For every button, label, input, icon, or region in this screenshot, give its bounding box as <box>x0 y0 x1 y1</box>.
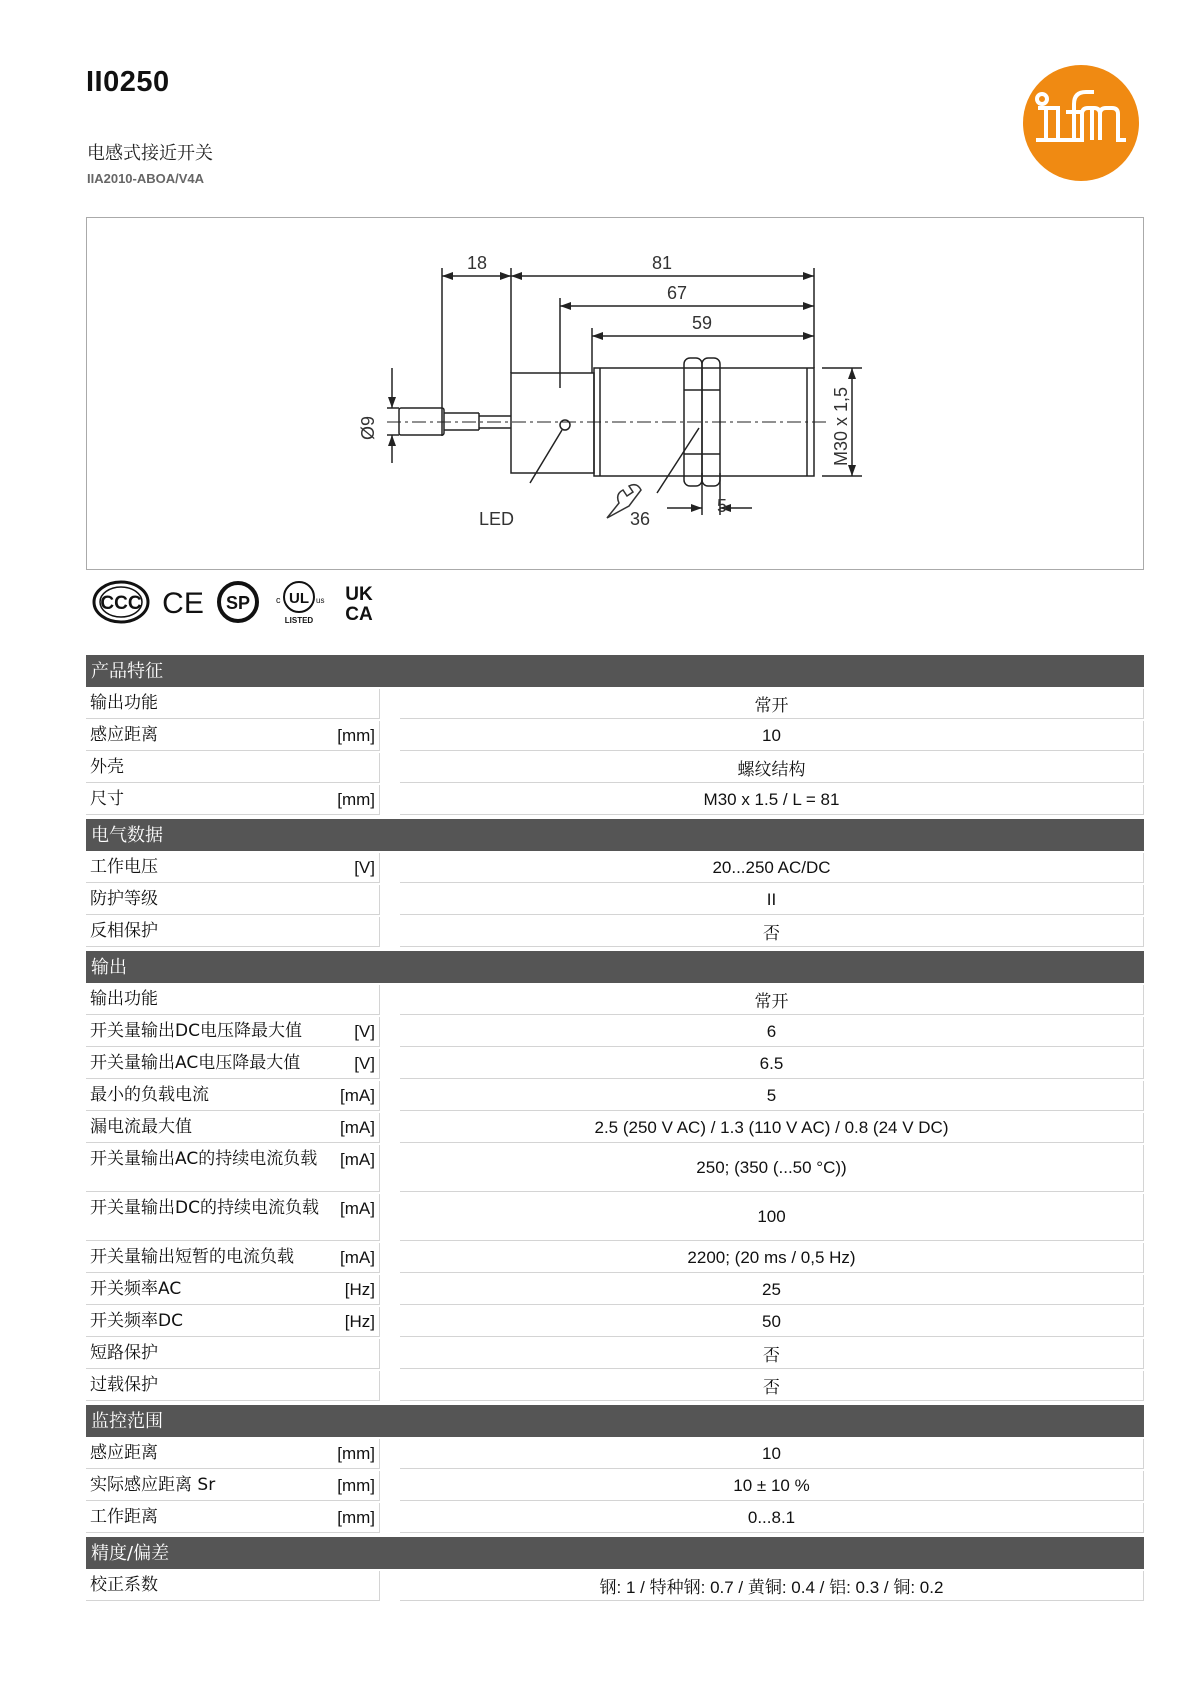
spec-unit: [mm] <box>337 1444 375 1463</box>
spec-unit: [Hz] <box>344 1280 375 1299</box>
ul-listed-mark-icon <box>270 578 328 626</box>
section-header: 输出 <box>86 951 1144 983</box>
spec-row <box>86 753 1144 783</box>
svg-text:UK: UK <box>345 584 373 605</box>
spec-row <box>86 885 1144 915</box>
product-code: II0250 <box>86 66 170 98</box>
spec-unit: [mm] <box>337 1508 375 1527</box>
spec-label: 开关量输出AC电压降最大值 <box>90 1053 301 1073</box>
spec-value: 10 <box>400 721 1144 751</box>
spec-row <box>86 689 1144 719</box>
spec-unit: [mm] <box>337 1476 375 1495</box>
spec-unit: [Hz] <box>344 1312 375 1331</box>
spec-value: 50 <box>400 1307 1144 1337</box>
spec-label: 校正系数 <box>90 1575 158 1595</box>
spec-label-cell <box>86 689 380 719</box>
section-header: 精度/偏差 <box>86 1537 1144 1569</box>
spec-row <box>86 1307 1144 1337</box>
spec-unit: [mA] <box>340 1199 375 1218</box>
section-header: 监控范围 <box>86 1405 1144 1437</box>
spec-value: 常开 <box>400 689 1144 719</box>
spec-label: 漏电流最大值 <box>90 1117 192 1137</box>
svg-text:c: c <box>276 595 281 605</box>
svg-text:CCC: CCC <box>100 593 142 614</box>
ifm-logo-icon <box>1022 64 1140 182</box>
spec-value: 2.5 (250 V AC) / 1.3 (110 V AC) / 0.8 (24 V DC) <box>400 1113 1144 1143</box>
spec-value: 2200; (20 ms / 0,5 Hz) <box>400 1243 1144 1273</box>
ccc-mark-icon <box>92 580 150 624</box>
spec-value: 10 ± 10 % <box>400 1471 1144 1501</box>
svg-text:us: us <box>316 596 325 605</box>
spec-unit: [mm] <box>337 726 375 745</box>
spec-label-cell <box>86 1113 380 1143</box>
dim-wrench-label: 36 <box>630 509 651 529</box>
spec-label: 感应距离 <box>90 725 158 745</box>
dim-diameter-label: Ø9 <box>358 415 378 440</box>
svg-text:LISTED: LISTED <box>284 616 314 625</box>
spec-label-cell <box>86 853 380 883</box>
spec-label: 外壳 <box>90 757 124 777</box>
spec-label-cell <box>86 1571 380 1601</box>
spec-unit: [mA] <box>340 1118 375 1137</box>
spec-unit: [mA] <box>340 1248 375 1267</box>
spec-row <box>86 1371 1144 1401</box>
spec-row <box>86 1113 1144 1143</box>
certification-marks <box>92 578 380 626</box>
spec-value: 螺纹结构 <box>400 753 1144 783</box>
spec-value: M30 x 1.5 / L = 81 <box>400 785 1144 815</box>
dim-18-label: 18 <box>467 253 488 273</box>
dim-67-label: 67 <box>667 283 688 303</box>
spec-label-cell <box>86 1503 380 1533</box>
spec-unit: [V] <box>354 1022 375 1041</box>
dimension-drawing <box>86 217 1144 570</box>
spec-label: 开关量输出AC的持续电流负载 <box>90 1149 318 1169</box>
spec-label-cell <box>86 985 380 1015</box>
spec-value: 6 <box>400 1017 1144 1047</box>
svg-text:CE: CE <box>162 587 204 620</box>
spec-label-cell <box>86 1243 380 1273</box>
spec-unit: [mm] <box>337 790 375 809</box>
spec-value: 10 <box>400 1439 1144 1469</box>
ce-mark-icon <box>160 580 206 624</box>
dim-81-label: 81 <box>652 253 673 273</box>
spec-label: 开关频率AC <box>90 1279 182 1299</box>
spec-label: 过载保护 <box>90 1375 158 1395</box>
spec-value: 20...250 AC/DC <box>400 853 1144 883</box>
spec-row <box>86 1194 1144 1241</box>
spec-label-cell <box>86 885 380 915</box>
spec-row <box>86 1503 1144 1533</box>
spec-label: 反相保护 <box>90 921 158 941</box>
spec-value: 25 <box>400 1275 1144 1305</box>
spec-label: 感应距离 <box>90 1443 158 1463</box>
spec-label: 工作电压 <box>90 857 158 877</box>
spec-row <box>86 1017 1144 1047</box>
spec-label: 尺寸 <box>90 789 124 809</box>
spec-value: 钢: 1 / 特种钢: 0.7 / 黄铜: 0.4 / 铝: 0.3 / 铜: 0.2 <box>400 1571 1144 1601</box>
spec-label: 开关量输出DC的持续电流负载 <box>90 1198 319 1218</box>
spec-label-cell <box>86 1471 380 1501</box>
model-number: IIA2010-ABOA/V4A <box>87 171 205 186</box>
spec-label: 开关量输出短暂的电流负载 <box>90 1247 294 1267</box>
spec-unit: [mA] <box>340 1086 375 1105</box>
spec-value: 0...8.1 <box>400 1503 1144 1533</box>
dim-59-label: 59 <box>692 313 713 333</box>
spec-label-cell <box>86 1307 380 1337</box>
spec-value: 5 <box>400 1081 1144 1111</box>
spec-label-cell <box>86 785 380 815</box>
spec-value: 常开 <box>400 985 1144 1015</box>
spec-label: 最小的负载电流 <box>90 1085 209 1105</box>
section-header: 产品特征 <box>86 655 1144 687</box>
spec-label: 开关量输出DC电压降最大值 <box>90 1021 302 1041</box>
spec-label-cell <box>86 1194 380 1241</box>
spec-table <box>86 655 1144 1601</box>
spec-row <box>86 1275 1144 1305</box>
svg-text:UL: UL <box>289 590 309 607</box>
section-header: 电气数据 <box>86 819 1144 851</box>
spec-label-cell <box>86 721 380 751</box>
spec-label: 输出功能 <box>90 989 158 1009</box>
svg-text:SP: SP <box>225 593 251 613</box>
spec-row <box>86 917 1144 947</box>
spec-unit: [V] <box>354 858 375 877</box>
spec-label-cell <box>86 1275 380 1305</box>
spec-value: 否 <box>400 1339 1144 1369</box>
spec-label-cell <box>86 1145 380 1192</box>
spec-value: 6.5 <box>400 1049 1144 1079</box>
csa-mark-icon <box>216 580 260 624</box>
spec-label: 输出功能 <box>90 693 158 713</box>
spec-row <box>86 1339 1144 1369</box>
spec-value: 250; (350 (...50 °C)) <box>400 1145 1144 1192</box>
spec-row <box>86 1571 1144 1601</box>
spec-label-cell <box>86 1371 380 1401</box>
spec-label: 工作距离 <box>90 1507 158 1527</box>
led-label: LED <box>479 509 515 529</box>
spec-label-cell <box>86 1081 380 1111</box>
spec-row <box>86 1439 1144 1469</box>
spec-label: 实际感应距离 Sr <box>90 1475 216 1495</box>
spec-row <box>86 785 1144 815</box>
spec-label-cell <box>86 1439 380 1469</box>
spec-value: II <box>400 885 1144 915</box>
spec-label-cell <box>86 1049 380 1079</box>
spec-label: 防护等级 <box>90 889 158 909</box>
spec-value: 否 <box>400 1371 1144 1401</box>
svg-text:CA: CA <box>345 604 373 624</box>
ukca-mark-icon <box>338 580 380 624</box>
spec-row <box>86 1471 1144 1501</box>
spec-row <box>86 721 1144 751</box>
spec-label-cell <box>86 917 380 947</box>
spec-row <box>86 985 1144 1015</box>
spec-label-cell <box>86 1339 380 1369</box>
spec-unit: [mA] <box>340 1150 375 1169</box>
spec-label: 开关频率DC <box>90 1311 183 1331</box>
spec-row <box>86 1243 1144 1273</box>
spec-label-cell <box>86 1017 380 1047</box>
spec-row <box>86 1049 1144 1079</box>
product-type: 电感式接近开关 <box>87 143 213 164</box>
spec-unit: [V] <box>354 1054 375 1073</box>
dim-5-label: 5 <box>717 496 728 516</box>
spec-label: 短路保护 <box>90 1343 158 1363</box>
spec-row <box>86 1081 1144 1111</box>
spec-value: 否 <box>400 917 1144 947</box>
spec-label-cell <box>86 753 380 783</box>
spec-row <box>86 853 1144 883</box>
spec-value: 100 <box>400 1194 1144 1241</box>
spec-row <box>86 1145 1144 1192</box>
dim-thread-label: M30 x 1,5 <box>831 386 851 466</box>
